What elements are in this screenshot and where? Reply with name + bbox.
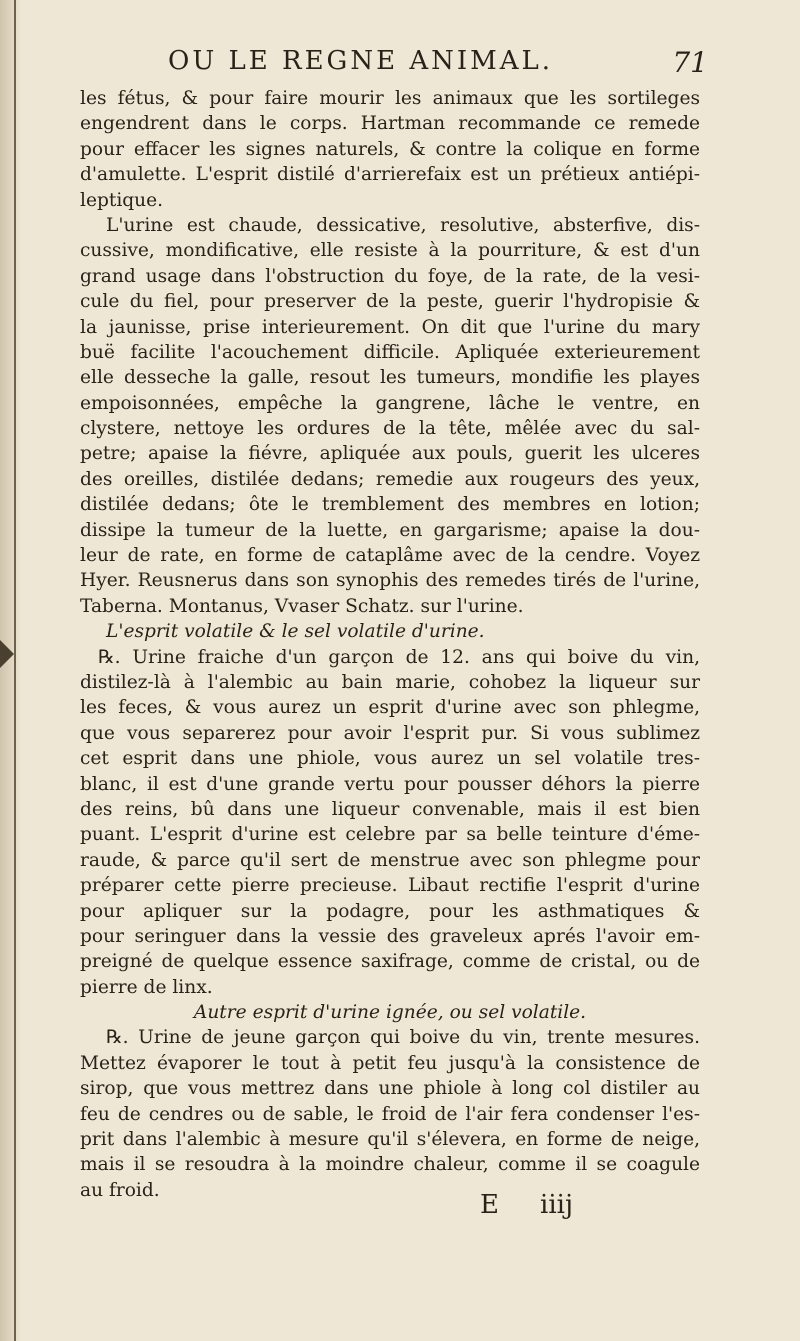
section-heading: L'esprit volatile & le sel volatile d'urine. <box>106 621 485 643</box>
text-line: puant. L'esprit d'urine est celebre par sa belle teinture d'éme- <box>80 824 700 846</box>
text-line: préparer cette pierre precieuse. Libaut rectifie l'esprit d'urine <box>80 875 700 897</box>
text-line: d'amulette. L'esprit distilé d'arrierefaix est un prétieux antiépi- <box>80 164 700 186</box>
text-line: sirop, que vous mettrez dans une phiole à long col distiler au <box>80 1078 700 1100</box>
text-line: engendrent dans le corps. Hartman recommande ce remede <box>80 113 700 135</box>
text-line: L'urine est chaude, dessicative, resolutive, absterfive, dis- <box>106 214 700 236</box>
text-line: pour seringuer dans la vessie des graveleux aprés l'avoir em- <box>80 925 700 947</box>
gutter-line <box>14 0 16 1341</box>
signature-numeral: iiij <box>540 1190 574 1220</box>
text-line: pour effacer les signes naturels, & contre la colique en forme <box>80 138 700 160</box>
text-line: empoisonnées, empêche la gangrene, lâche le ventre, en <box>80 392 700 414</box>
text-line: clystere, nettoye les ordures de la tête, mêlée avec du sal- <box>80 418 700 440</box>
text-line: la jaunisse, prise interieurement. On dit que l'urine du mary <box>80 316 700 338</box>
text-line: cet esprit dans une phiole, vous aurez un sel volatile tres- <box>80 748 700 770</box>
text-line: distilez-là à l'alembic au bain marie, cohobez la liqueur sur <box>80 671 700 693</box>
signature-mark <box>470 1190 610 1230</box>
text-line: prit dans l'alembic à mesure qu'il s'élevera, en forme de neige, <box>80 1129 700 1151</box>
text-line: ℞. Urine de jeune garçon qui boive du vin, trente mesures. <box>106 1027 700 1049</box>
page-number: 71 <box>672 46 708 79</box>
text-line: des reins, bû dans une liqueur convenable, mais il est bien <box>80 798 700 820</box>
text-line: cule du fiel, pour preserver de la peste, guerir l'hydropisie & <box>80 291 700 313</box>
text-line: pour apliquer sur la podagre, pour les asthmatiques & <box>80 900 700 922</box>
text-line: Mettez évaporer le tout à petit feu jusqu'à la consistence de <box>80 1052 700 1074</box>
text-line: cussive, mondificative, elle resiste à la pourriture, & est d'un <box>80 240 700 262</box>
text-line: blanc, il est d'une grande vertu pour pousser déhors la pierre <box>80 773 700 795</box>
text-line: mais il se resoudra à la moindre chaleur, comme il se coagule <box>80 1154 700 1176</box>
text-line: des oreilles, distilée dedans; remedie aux rougeurs des yeux, <box>80 468 700 490</box>
page-gutter <box>0 0 22 1341</box>
text-line: leur de rate, en forme de cataplâme avec de la cendre. Voyez <box>80 545 700 567</box>
text-line: pierre de linx. <box>80 976 213 998</box>
text-line: raude, & parce qu'il sert de menstrue avec son phlegme pour <box>80 849 700 871</box>
text-line: elle desseche la galle, resout les tumeurs, mondifie les playes <box>80 367 700 389</box>
text-line: au froid. <box>80 1179 160 1201</box>
text-line: Hyer. Reusnerus dans son synophis des remedes tirés de l'urine, <box>80 570 700 592</box>
running-header <box>168 46 708 86</box>
section-heading: Autre esprit d'urine ignée, ou sel volatile. <box>193 1002 587 1024</box>
text-line: Taberna. Montanus, Vvaser Schatz. sur l'urine. <box>80 595 524 617</box>
text-line: grand usage dans l'obstruction du foye, de la rate, de la vesi- <box>80 265 700 287</box>
text-line: dissipe la tumeur de la luette, en gargarisme; apaise la dou- <box>80 519 700 541</box>
text-line: les fétus, & pour faire mourir les animaux que les sortileges <box>80 88 700 109</box>
text-line: que vous separerez pour avoir l'esprit pur. Si vous sublimez <box>80 722 700 744</box>
text-line: buë facilite l'acouchement difficile. Apliquée exterieurement <box>80 341 700 363</box>
running-title: OU LE REGNE ANIMAL. <box>168 46 554 76</box>
page-body-text <box>80 86 700 1203</box>
text-line: preigné de quelque essence saxifrage, comme de cristal, ou de <box>80 951 700 973</box>
text-line: ℞. Urine fraiche d'un garçon de 12. ans qui boive du vin, <box>98 646 700 668</box>
text-line: feu de cendres ou de sable, le froid de l'air fera condenser l'es- <box>80 1103 700 1125</box>
signature-letter: E <box>480 1190 501 1220</box>
text-line: leptique. <box>80 189 164 211</box>
text-line: distilée dedans; ôte le tremblement des membres en lotion; <box>80 494 700 516</box>
text-line: petre; apaise la fiévre, apliquée aux pouls, guerit les ulceres <box>80 443 700 465</box>
margin-tab-mark <box>0 640 14 668</box>
text-line: les feces, & vous aurez un esprit d'urine avec son phlegme, <box>80 697 700 719</box>
